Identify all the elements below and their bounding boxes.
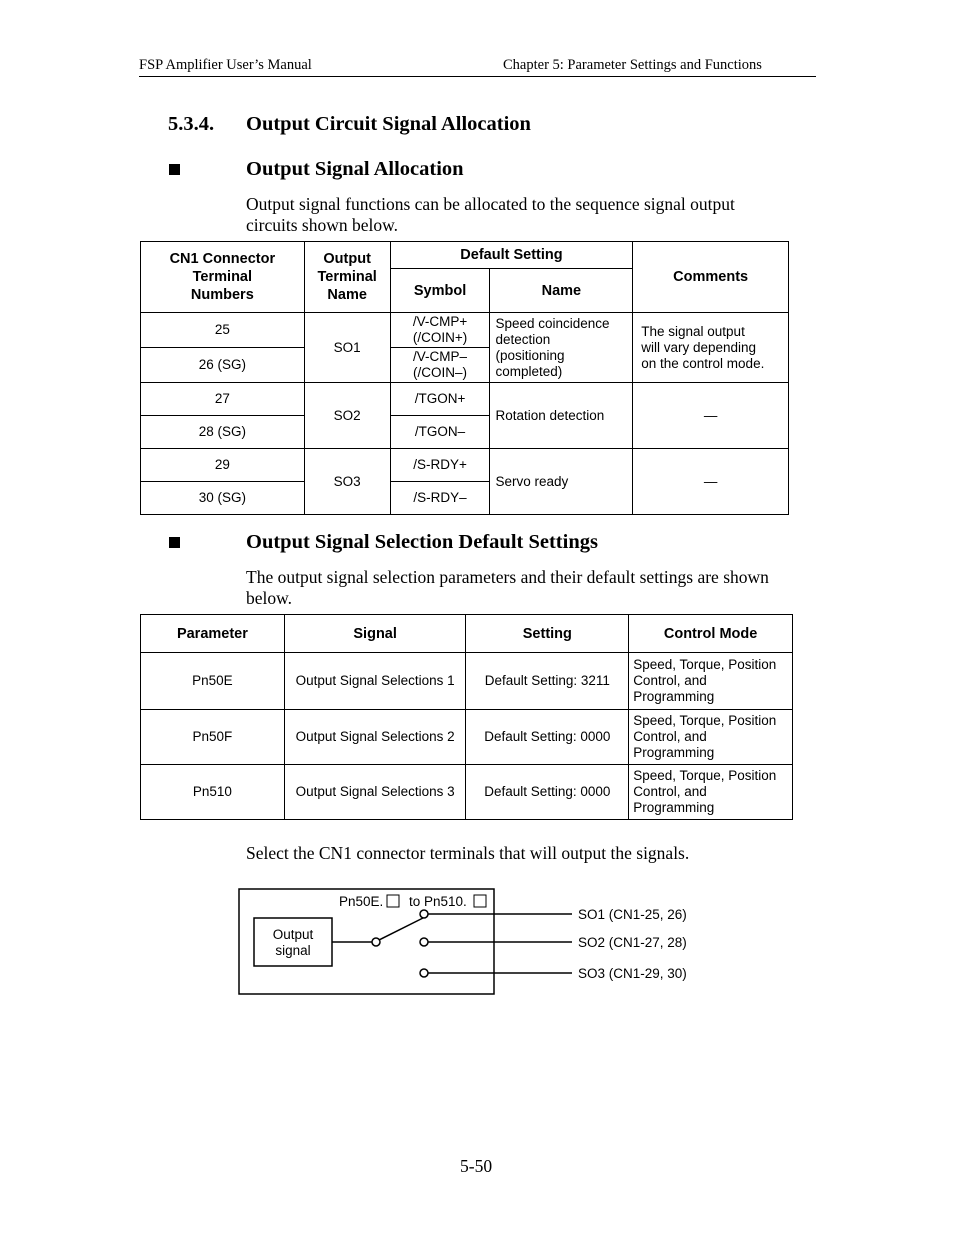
table-row [141, 765, 793, 820]
signal-symbol: /V-CMP– (/COIN–) [390, 348, 490, 383]
output-selection-diagram [230, 880, 710, 1002]
param-label-end: to Pn510. [409, 894, 467, 909]
header-signal: Signal [284, 615, 466, 653]
signal-symbol: /TGON– [390, 416, 490, 449]
so1-contact [420, 910, 428, 918]
section-title: Output Circuit Signal Allocation [246, 113, 531, 135]
section-number: 5.3.4. [168, 113, 215, 135]
terminal-name: SO3 [304, 449, 390, 515]
switch-arm [379, 918, 423, 940]
so2-contact [420, 938, 428, 946]
terminal-number: 27 [141, 383, 305, 416]
parameter-cell: Pn510 [141, 765, 285, 820]
signal-symbol: /V-CMP+ (/COIN+) [390, 313, 490, 348]
header-comments: Comments [633, 242, 789, 313]
so3-label: SO3 (CN1-29, 30) [578, 966, 687, 981]
signal-comment: — [633, 449, 789, 515]
header-control-mode: Control Mode [629, 615, 793, 653]
signal-cell: Output Signal Selections 2 [284, 710, 466, 765]
terminal-number: 26 (SG) [141, 348, 305, 383]
signal-symbol: /TGON+ [390, 383, 490, 416]
param-label-start: Pn50E. [339, 894, 384, 909]
parameter-cell: Pn50E [141, 653, 285, 710]
terminal-number: 25 [141, 313, 305, 348]
terminal-number: 28 (SG) [141, 416, 305, 449]
signal-function: Speed coincidence detection (positioning completed) [490, 313, 633, 383]
setting-cell: Default Setting: 3211 [466, 653, 629, 710]
paragraph-allocation-line2: circuits shown below. [246, 215, 398, 235]
header-name: Name [490, 269, 633, 313]
paragraph-select-terminals: Select the CN1 connector terminals that will output the signals. [246, 843, 690, 863]
table-row [141, 383, 789, 416]
terminal-number: 29 [141, 449, 305, 482]
header-symbol: Symbol [390, 269, 490, 313]
header-default-setting: Default Setting [390, 242, 633, 269]
signal-function: Rotation detection [490, 383, 633, 449]
header-chapter-title: Chapter 5: Parameter Settings and Functions [503, 57, 762, 73]
paragraph-defaults-line2: below. [246, 588, 293, 608]
table-row [141, 313, 789, 348]
signal-function: Servo ready [490, 449, 633, 515]
terminal-name: SO1 [304, 313, 390, 383]
setting-cell: Default Setting: 0000 [466, 710, 629, 765]
signal-comment: The signal output will vary depending on the control mode. [633, 313, 789, 383]
header-rule [139, 76, 816, 77]
header-setting: Setting [466, 615, 629, 653]
signal-cell: Output Signal Selections 3 [284, 765, 466, 820]
signal-cell: Output Signal Selections 1 [284, 653, 466, 710]
paragraph-allocation-line1: Output signal functions can be allocated to the sequence signal output [246, 194, 735, 214]
header-terminal-name: Output Terminal Name [304, 242, 390, 313]
header-terminal-numbers: CN1 Connector Terminal Numbers [141, 242, 305, 313]
so3-contact [420, 969, 428, 977]
header-parameter: Parameter [141, 615, 285, 653]
output-signal-box [254, 918, 332, 966]
paragraph-defaults-line1: The output signal selection parameters and their default settings are shown [246, 567, 769, 587]
signal-symbol: /S-RDY– [390, 482, 490, 515]
header-manual-title: FSP Amplifier User’s Manual [139, 57, 312, 73]
page-number: 5-50 [460, 1156, 493, 1176]
control-mode-cell: Speed, Torque, Position Control, and Programming [629, 710, 793, 765]
signal-symbol: /S-RDY+ [390, 449, 490, 482]
terminal-number: 30 (SG) [141, 482, 305, 515]
control-mode-cell: Speed, Torque, Position Control, and Programming [629, 765, 793, 820]
control-mode-cell: Speed, Torque, Position Control, and Programming [629, 653, 793, 710]
output-signal-label-line2: signal [275, 943, 311, 958]
param-digit-box [387, 895, 399, 907]
table-row [141, 710, 793, 765]
allocation-table [140, 241, 789, 515]
signal-comment: — [633, 383, 789, 449]
so2-label: SO2 (CN1-27, 28) [578, 935, 687, 950]
terminal-name: SO2 [304, 383, 390, 449]
table-row [141, 653, 793, 710]
square-bullet-icon [169, 537, 180, 548]
table-row [141, 449, 789, 482]
subsection-title-allocation: Output Signal Allocation [246, 158, 464, 180]
switch-pivot [372, 938, 380, 946]
output-signal-label-line1: Output [272, 927, 314, 942]
default-settings-table [140, 614, 793, 820]
setting-cell: Default Setting: 0000 [466, 765, 629, 820]
so1-label: SO1 (CN1-25, 26) [578, 907, 687, 922]
param-digit-box [474, 895, 486, 907]
subsection-title-defaults: Output Signal Selection Default Settings [246, 531, 598, 553]
parameter-cell: Pn50F [141, 710, 285, 765]
square-bullet-icon [169, 164, 180, 175]
